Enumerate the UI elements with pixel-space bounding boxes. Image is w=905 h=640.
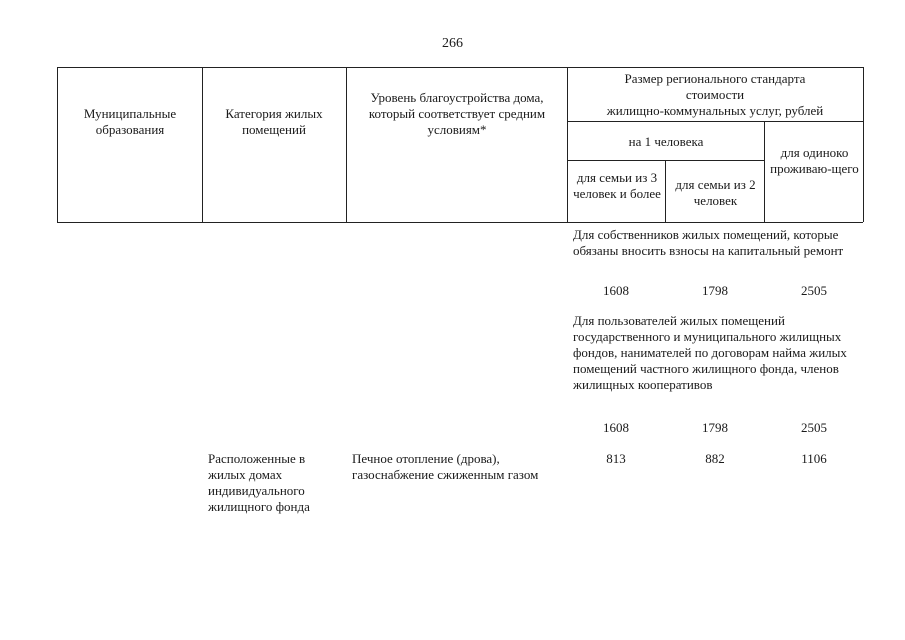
- owners-caption: Для собственников жилых помещений, которые обязаны вносить взносы на капитальный ремонт: [573, 227, 844, 258]
- column-header-family2: для семьи из 2 человек: [675, 177, 756, 208]
- column-header-single: для одиноко проживаю-щего: [770, 145, 859, 176]
- column-header-category: Категория жилых помещений: [225, 106, 323, 137]
- users-value-family2: 1798: [702, 420, 728, 435]
- users-value-single: 2505: [801, 420, 827, 435]
- users-value-family3: 1608: [603, 420, 629, 435]
- column-header-standard-2: стоимости: [685, 87, 745, 102]
- column-header-family3: для семьи из 3 человек и более: [573, 170, 661, 201]
- private-value-single: 1106: [801, 451, 827, 466]
- private-category: Расположенные в жилых домах индивидуального жилищного фонда: [208, 451, 310, 514]
- page-number: 266: [442, 36, 463, 51]
- column-header-level: Уровень благоустройства дома, который соответствует средним условиям*: [368, 90, 546, 137]
- column-header-standard-1: Размер регионального стандарта: [624, 71, 806, 86]
- owners-value-family2: 1798: [702, 283, 728, 298]
- private-value-family3: 813: [606, 451, 626, 466]
- column-header-standard-3: жилищно-коммунальных услуг, рублей: [606, 103, 824, 118]
- column-header-municipal: Муниципальные образования: [83, 106, 177, 137]
- users-caption: Для пользователей жилых помещений государственного и муниципального жилищных фондов, нанимателей по договорам найма жилых помещений частного жилищного фонда, членов жилищных кооперативов: [573, 313, 847, 392]
- owners-value-single: 2505: [801, 283, 827, 298]
- column-header-per-person: на 1 человека: [628, 134, 704, 149]
- owners-value-family3: 1608: [603, 283, 629, 298]
- private-value-family2: 882: [705, 451, 725, 466]
- private-level: Печное отопление (дрова), газоснабжение сжиженным газом: [352, 451, 539, 482]
